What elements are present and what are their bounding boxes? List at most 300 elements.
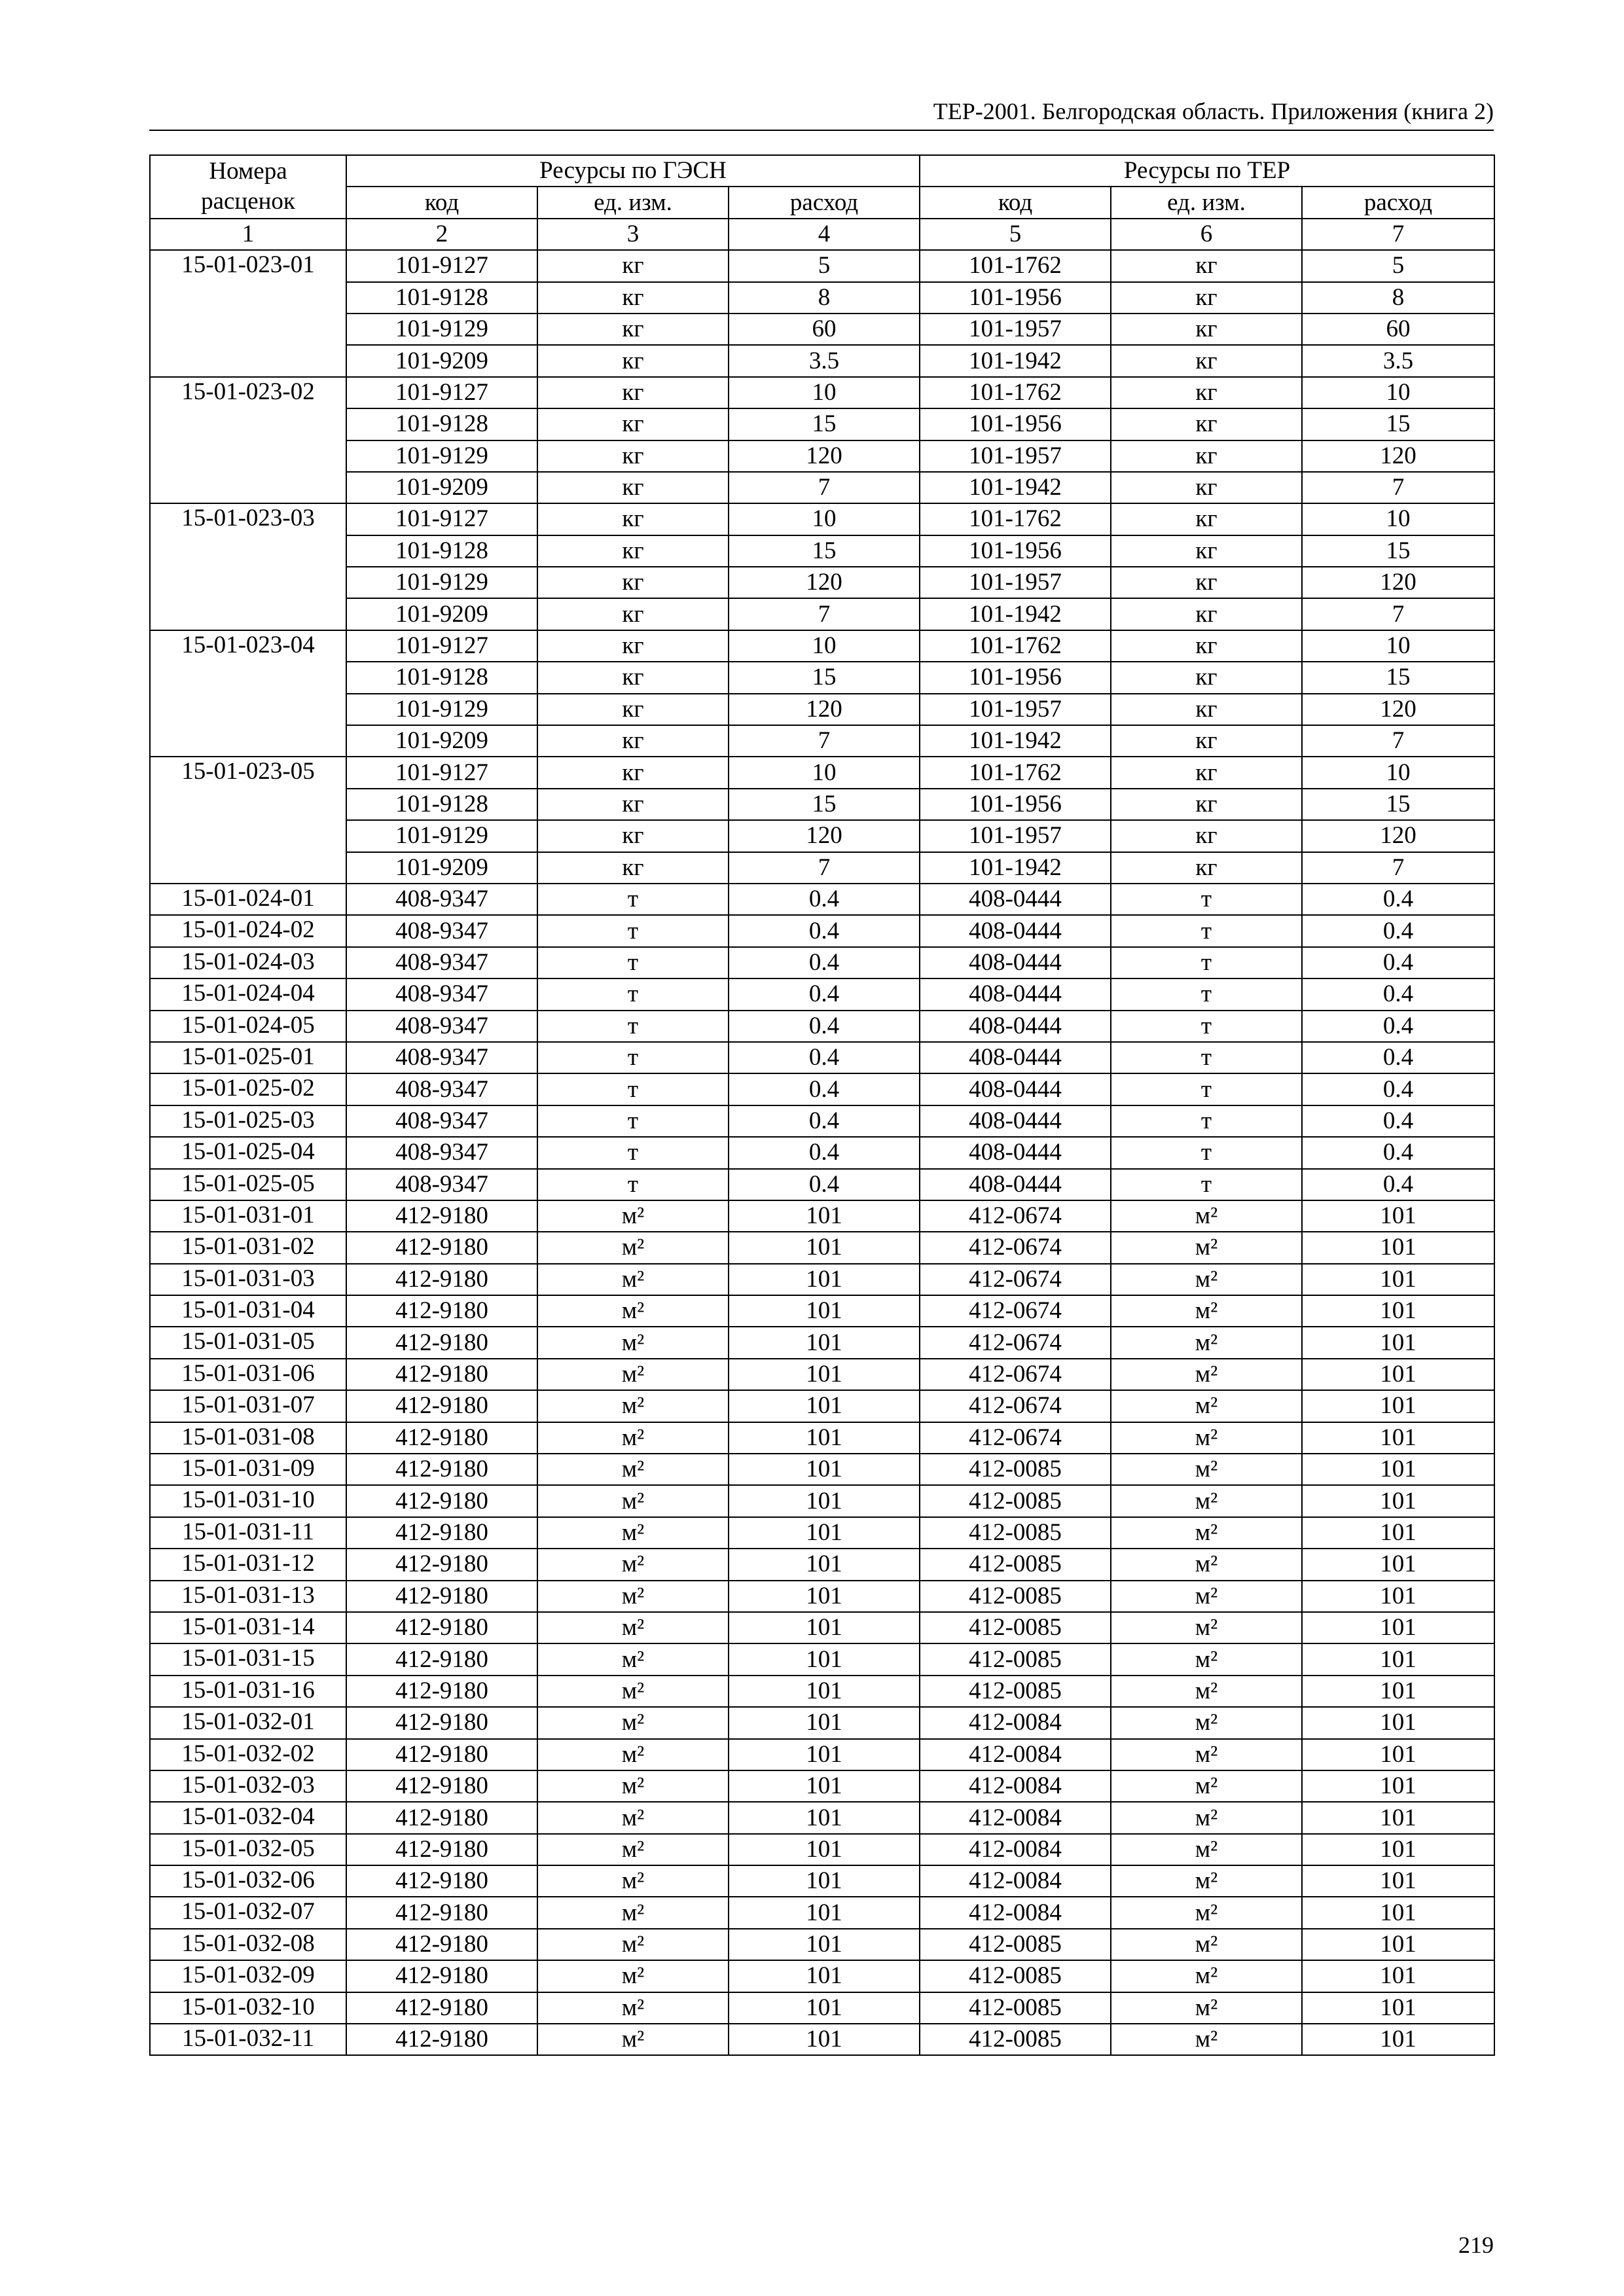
ter-consumption-cell: 101 [1302,1865,1494,1897]
rate-number-cell: 15-01-032-03 [150,1770,346,1802]
gesn-code-cell: 412-9180 [346,1612,537,1643]
gesn-unit-cell: т [537,1105,729,1137]
header-row-1 [150,155,1494,187]
ter-consumption-cell: 0.4 [1302,884,1494,915]
ter-code-cell: 412-0084 [920,1865,1111,1897]
gesn-code-cell: 412-9180 [346,1359,537,1390]
ter-code-cell: 101-1942 [920,725,1111,757]
column-number-row [150,219,1494,250]
gesn-consumption-cell: 10 [729,503,920,535]
ter-code-cell: 412-0085 [920,1643,1111,1675]
gesn-unit-cell: т [537,978,729,1010]
gesn-code-cell: 412-9180 [346,1517,537,1549]
ter-unit-cell: кг [1111,535,1302,567]
gesn-unit-cell: т [537,1169,729,1200]
table-row [150,1232,1494,1263]
gesn-consumption-cell: 5 [729,250,920,281]
gesn-unit-cell: м² [537,1802,729,1833]
gesn-unit-cell: м² [537,1676,729,1707]
ter-code-cell: 412-0084 [920,1770,1111,1802]
ter-consumption-cell: 7 [1302,598,1494,630]
ter-consumption-cell: 120 [1302,694,1494,725]
gesn-unit-cell: м² [537,1549,729,1580]
gesn-unit-cell: м² [537,1485,729,1516]
ter-unit-cell: кг [1111,503,1302,535]
ter-code-cell: 412-0674 [920,1359,1111,1390]
ter-unit-cell: т [1111,947,1302,978]
ter-code-cell: 101-1956 [920,662,1111,693]
ter-unit-cell: м² [1111,1422,1302,1454]
gesn-unit-cell: м² [537,1929,729,1960]
ter-unit-cell: м² [1111,1770,1302,1802]
ter-unit-cell: кг [1111,725,1302,757]
gesn-consumption-cell: 0.4 [729,1105,920,1137]
column-number: 3 [537,219,729,250]
ter-code-cell: 408-0444 [920,1073,1111,1105]
ter-consumption-cell: 0.4 [1302,1137,1494,1168]
ter-consumption-cell: 101 [1302,1549,1494,1580]
ter-unit-cell: т [1111,1011,1302,1042]
table-row [150,1295,1494,1327]
ter-unit-cell: кг [1111,314,1302,345]
gesn-code-cell: 408-9347 [346,1073,537,1105]
rate-number-cell: 15-01-031-16 [150,1676,346,1707]
gesn-consumption-cell: 101 [729,1327,920,1358]
ter-code-cell: 101-1957 [920,694,1111,725]
ter-code-cell: 408-0444 [920,915,1111,946]
gesn-consumption-cell: 0.4 [729,947,920,978]
ter-unit-cell: м² [1111,1390,1302,1422]
ter-code-cell: 412-0084 [920,1897,1111,1928]
gesn-unit-cell: т [537,1011,729,1042]
gesn-unit-cell: м² [537,1992,729,2024]
gesn-unit-cell: м² [537,1770,729,1802]
ter-code-cell: 101-1957 [920,314,1111,345]
table-row [150,1643,1494,1675]
ter-consumption-cell: 15 [1302,535,1494,567]
ter-consumption-cell: 0.4 [1302,978,1494,1010]
gesn-code-cell: 412-9180 [346,1992,537,2024]
rate-number-cell: 15-01-025-03 [150,1105,346,1137]
gesn-unit-cell: м² [537,1200,729,1232]
gesn-unit-cell: м² [537,1612,729,1643]
ter-code-cell: 412-0674 [920,1422,1111,1454]
table-row [150,915,1494,946]
ter-unit-cell: м² [1111,1359,1302,1390]
table-head [150,155,1494,250]
gesn-unit-cell: кг [537,440,729,472]
gesn-code-cell: 101-9128 [346,789,537,820]
table-row [150,1960,1494,1992]
ter-group-header: Ресурсы по ТЕР [920,155,1494,187]
column-number: 1 [150,219,346,250]
ter-code-cell: 408-0444 [920,947,1111,978]
gesn-group-header: Ресурсы по ГЭСН [346,155,920,187]
gesn-consumption-cell: 7 [729,598,920,630]
ter-unit-cell: м² [1111,1454,1302,1485]
ter-unit-cell: кг [1111,567,1302,598]
gesn-unit-cell: м² [537,1581,729,1612]
ter-code-cell: 412-0085 [920,2024,1111,2055]
rate-number-cell: 15-01-031-02 [150,1232,346,1263]
ter-code-cell: 412-0085 [920,1485,1111,1516]
ter-code-cell: 101-1956 [920,789,1111,820]
gesn-consumption-cell: 101 [729,1643,920,1675]
rate-number-cell: 15-01-032-01 [150,1707,346,1738]
gesn-unit-cell: т [537,1042,729,1073]
ter-code-cell: 101-1762 [920,377,1111,408]
gesn-consumption-cell: 0.4 [729,1073,920,1105]
gesn-unit-cell: кг [537,598,729,630]
gesn-unit-cell: кг [537,630,729,662]
ter-unit-cell: м² [1111,1581,1302,1612]
ter-code-cell: 412-0674 [920,1264,1111,1295]
gesn-unit-cell: кг [537,314,729,345]
ter-unit-cell: кг [1111,472,1302,503]
gesn-code-cell: 412-9180 [346,1327,537,1358]
ter-consumption-cell: 0.4 [1302,915,1494,946]
gesn-consumption-cell: 0.4 [729,1042,920,1073]
ter-code-cell: 101-1942 [920,472,1111,503]
column-number: 5 [920,219,1111,250]
gesn-consumption-cell: 60 [729,314,920,345]
table-row [150,1992,1494,2024]
ter-consumption-cell: 101 [1302,1739,1494,1770]
gesn-consumption-cell: 101 [729,1454,920,1485]
ter-consumption-cell: 101 [1302,1770,1494,1802]
ter-consumption-cell: 101 [1302,1581,1494,1612]
ter-consumption-cell: 101 [1302,1454,1494,1485]
ter-unit-cell: т [1111,1042,1302,1073]
gesn-consumption-cell: 7 [729,852,920,884]
gesn-code-cell: 101-9127 [346,250,537,281]
table-row [150,1612,1494,1643]
ter-code-cell: 412-0085 [920,1929,1111,1960]
ter-consumption-header: расход [1302,187,1494,218]
ter-consumption-cell: 60 [1302,314,1494,345]
gesn-consumption-cell: 101 [729,1264,920,1295]
gesn-consumption-cell: 101 [729,1707,920,1738]
ter-code-cell: 101-1942 [920,598,1111,630]
gesn-unit-cell: кг [537,282,729,314]
ter-code-cell: 412-0674 [920,1327,1111,1358]
column-number: 2 [346,219,537,250]
gesn-consumption-cell: 101 [729,1232,920,1263]
table-row [150,1865,1494,1897]
ter-consumption-cell: 0.4 [1302,1011,1494,1042]
ter-code-cell: 408-0444 [920,1011,1111,1042]
table-row [150,630,1494,662]
rate-number-cell: 15-01-023-02 [150,377,346,504]
ter-consumption-cell: 101 [1302,1264,1494,1295]
gesn-consumption-cell: 0.4 [729,1169,920,1200]
ter-consumption-cell: 120 [1302,820,1494,852]
gesn-code-cell: 412-9180 [346,1960,537,1992]
gesn-code-cell: 101-9209 [346,598,537,630]
ter-consumption-cell: 0.4 [1302,1042,1494,1073]
gesn-code-cell: 408-9347 [346,915,537,946]
gesn-unit-cell: кг [537,472,729,503]
table-row [150,1200,1494,1232]
ter-unit-cell: кг [1111,852,1302,884]
ter-unit-cell: кг [1111,440,1302,472]
table-row [150,598,1494,630]
gesn-unit-cell: м² [537,1865,729,1897]
table-row [150,789,1494,820]
rate-number-cell: 15-01-025-02 [150,1073,346,1105]
ter-code-cell: 412-0084 [920,1739,1111,1770]
table-row [150,1834,1494,1865]
header-rule [149,130,1494,131]
ter-consumption-cell: 3.5 [1302,345,1494,376]
gesn-unit-cell: кг [537,694,729,725]
gesn-code-cell: 412-9180 [346,1770,537,1802]
gesn-unit-cell: м² [537,1264,729,1295]
gesn-code-cell: 412-9180 [346,1897,537,1928]
rate-number-cell: 15-01-031-03 [150,1264,346,1295]
rate-number-cell: 15-01-031-15 [150,1643,346,1675]
ter-consumption-cell: 15 [1302,662,1494,693]
gesn-consumption-cell: 101 [729,1770,920,1802]
ter-consumption-cell: 101 [1302,1992,1494,2024]
gesn-code-cell: 412-9180 [346,1549,537,1580]
gesn-unit-cell: т [537,884,729,915]
table-row [150,1011,1494,1042]
table-row [150,947,1494,978]
ter-code-cell: 101-1942 [920,852,1111,884]
ter-consumption-cell: 10 [1302,630,1494,662]
gesn-unit-cell: м² [537,1327,729,1358]
rate-number-cell: 15-01-024-01 [150,884,346,915]
ter-consumption-cell: 101 [1302,1295,1494,1327]
gesn-code-cell: 412-9180 [346,1295,537,1327]
ter-consumption-cell: 101 [1302,1643,1494,1675]
rate-number-cell: 15-01-032-11 [150,2024,346,2055]
gesn-unit-cell: кг [537,250,729,281]
ter-consumption-cell: 101 [1302,1834,1494,1865]
ter-code-cell: 412-0085 [920,1517,1111,1549]
ter-unit-cell: м² [1111,1612,1302,1643]
ter-unit-cell: м² [1111,1834,1302,1865]
ter-consumption-cell: 8 [1302,282,1494,314]
rate-number-cell: 15-01-031-10 [150,1485,346,1516]
ter-unit-cell: т [1111,915,1302,946]
rate-number-cell: 15-01-023-03 [150,503,346,630]
gesn-unit-cell: кг [537,345,729,376]
gesn-consumption-cell: 15 [729,408,920,440]
rate-number-cell: 15-01-031-04 [150,1295,346,1327]
gesn-consumption-cell: 101 [729,1295,920,1327]
gesn-code-cell: 101-9127 [346,503,537,535]
ter-unit-cell: кг [1111,757,1302,788]
gesn-consumption-cell: 101 [729,1359,920,1390]
gesn-code-cell: 101-9209 [346,725,537,757]
gesn-unit-cell: м² [537,1707,729,1738]
gesn-code-cell: 408-9347 [346,1169,537,1200]
table-row [150,852,1494,884]
table-row [150,1676,1494,1707]
table-row [150,1390,1494,1422]
gesn-code-cell: 408-9347 [346,1105,537,1137]
rate-number-cell: 15-01-032-02 [150,1739,346,1770]
gesn-unit-cell: кг [537,757,729,788]
ter-unit-cell: кг [1111,345,1302,376]
gesn-unit-cell: м² [537,1454,729,1485]
gesn-code-cell: 101-9209 [346,345,537,376]
gesn-consumption-cell: 101 [729,1581,920,1612]
gesn-consumption-cell: 0.4 [729,915,920,946]
ter-code-cell: 408-0444 [920,1042,1111,1073]
ter-unit-cell: м² [1111,1327,1302,1358]
gesn-consumption-cell: 101 [729,1390,920,1422]
ter-code-cell: 412-0085 [920,1992,1111,2024]
gesn-code-cell: 412-9180 [346,1643,537,1675]
rate-number-cell: 15-01-031-05 [150,1327,346,1358]
table-body [150,250,1494,2055]
ter-consumption-cell: 101 [1302,1390,1494,1422]
ter-consumption-cell: 7 [1302,472,1494,503]
ter-consumption-cell: 10 [1302,377,1494,408]
column-number: 6 [1111,219,1302,250]
ter-consumption-cell: 101 [1302,1200,1494,1232]
ter-unit-cell: м² [1111,1739,1302,1770]
gesn-unit-cell: кг [537,567,729,598]
gesn-consumption-cell: 0.4 [729,1011,920,1042]
table-row [150,978,1494,1010]
table-row [150,567,1494,598]
ter-code-cell: 412-0674 [920,1390,1111,1422]
gesn-unit-cell: кг [537,789,729,820]
rate-number-cell: 15-01-024-04 [150,978,346,1010]
ter-consumption-cell: 10 [1302,503,1494,535]
gesn-consumption-cell: 7 [729,472,920,503]
ter-unit-cell: кг [1111,662,1302,693]
gesn-code-cell: 101-9129 [346,440,537,472]
gesn-code-cell: 101-9209 [346,472,537,503]
gesn-unit-cell: кг [537,535,729,567]
ter-consumption-cell: 101 [1302,1897,1494,1928]
rate-number-cell: 15-01-031-08 [150,1422,346,1454]
rate-number-cell: 15-01-032-07 [150,1897,346,1928]
ter-unit-cell: м² [1111,1549,1302,1580]
ter-unit-cell: кг [1111,377,1302,408]
table-row [150,1359,1494,1390]
ter-consumption-cell: 7 [1302,852,1494,884]
ter-unit-cell: кг [1111,694,1302,725]
gesn-consumption-cell: 101 [729,1549,920,1580]
ter-code-cell: 408-0444 [920,978,1111,1010]
table-row [150,820,1494,852]
ter-consumption-cell: 101 [1302,2024,1494,2055]
resources-table [149,154,1495,2056]
gesn-code-cell: 412-9180 [346,1454,537,1485]
rate-number-cell: 15-01-031-01 [150,1200,346,1232]
ter-consumption-cell: 101 [1302,1517,1494,1549]
table-row [150,1897,1494,1928]
table-row [150,377,1494,408]
table-row [150,1073,1494,1105]
ter-code-cell: 101-1957 [920,440,1111,472]
table-row [150,1549,1494,1580]
ter-code-cell: 412-0674 [920,1295,1111,1327]
table-row [150,1802,1494,1833]
table-row [150,1739,1494,1770]
ter-consumption-cell: 120 [1302,440,1494,472]
ter-consumption-cell: 101 [1302,1422,1494,1454]
table-row [150,2024,1494,2055]
table-row [150,1517,1494,1549]
gesn-code-cell: 412-9180 [346,1676,537,1707]
gesn-unit-cell: кг [537,662,729,693]
rate-number-cell: 15-01-031-07 [150,1390,346,1422]
ter-unit-cell: кг [1111,598,1302,630]
ter-code-cell: 412-0085 [920,1581,1111,1612]
ter-consumption-cell: 120 [1302,567,1494,598]
gesn-consumption-cell: 10 [729,757,920,788]
gesn-consumption-cell: 101 [729,1992,920,2024]
gesn-unit-cell: м² [537,1359,729,1390]
gesn-consumption-header: расход [729,187,920,218]
ter-unit-cell: м² [1111,1200,1302,1232]
ter-consumption-cell: 0.4 [1302,947,1494,978]
table-row [150,757,1494,788]
gesn-consumption-cell: 101 [729,1517,920,1549]
gesn-unit-cell: м² [537,1295,729,1327]
ter-consumption-cell: 101 [1302,1327,1494,1358]
page-number: 219 [1458,2232,1494,2258]
gesn-consumption-cell: 0.4 [729,1137,920,1168]
ter-consumption-cell: 101 [1302,1707,1494,1738]
table-row [150,503,1494,535]
ter-code-cell: 412-0084 [920,1834,1111,1865]
ter-unit-cell: кг [1111,282,1302,314]
table-row [150,1770,1494,1802]
ter-unit-cell: кг [1111,820,1302,852]
gesn-consumption-cell: 0.4 [729,978,920,1010]
ter-consumption-cell: 15 [1302,408,1494,440]
gesn-code-cell: 101-9129 [346,314,537,345]
ter-consumption-cell: 101 [1302,1485,1494,1516]
gesn-code-cell: 101-9209 [346,852,537,884]
gesn-consumption-cell: 15 [729,535,920,567]
ter-code-cell: 101-1762 [920,503,1111,535]
ter-consumption-cell: 0.4 [1302,1169,1494,1200]
gesn-code-cell: 408-9347 [346,884,537,915]
table-row [150,662,1494,693]
gesn-unit-cell: м² [537,1897,729,1928]
ter-code-cell: 101-1762 [920,630,1111,662]
ter-unit-cell: кг [1111,250,1302,281]
ter-consumption-cell: 101 [1302,1929,1494,1960]
rate-number-cell: 15-01-032-10 [150,1992,346,2024]
gesn-code-header: код [346,187,537,218]
gesn-unit-cell: кг [537,725,729,757]
table-row [150,1105,1494,1137]
rate-number-cell: 15-01-031-14 [150,1612,346,1643]
gesn-consumption-cell: 101 [729,1897,920,1928]
gesn-code-cell: 101-9128 [346,662,537,693]
ter-consumption-cell: 101 [1302,1359,1494,1390]
gesn-consumption-cell: 101 [729,1802,920,1833]
rate-number-cell: 15-01-023-04 [150,630,346,757]
ter-consumption-cell: 0.4 [1302,1073,1494,1105]
ter-unit-cell: м² [1111,1643,1302,1675]
gesn-code-cell: 101-9127 [346,377,537,408]
gesn-unit-cell: кг [537,377,729,408]
ter-code-cell: 412-0085 [920,1549,1111,1580]
gesn-unit-cell: т [537,1073,729,1105]
gesn-code-cell: 408-9347 [346,947,537,978]
